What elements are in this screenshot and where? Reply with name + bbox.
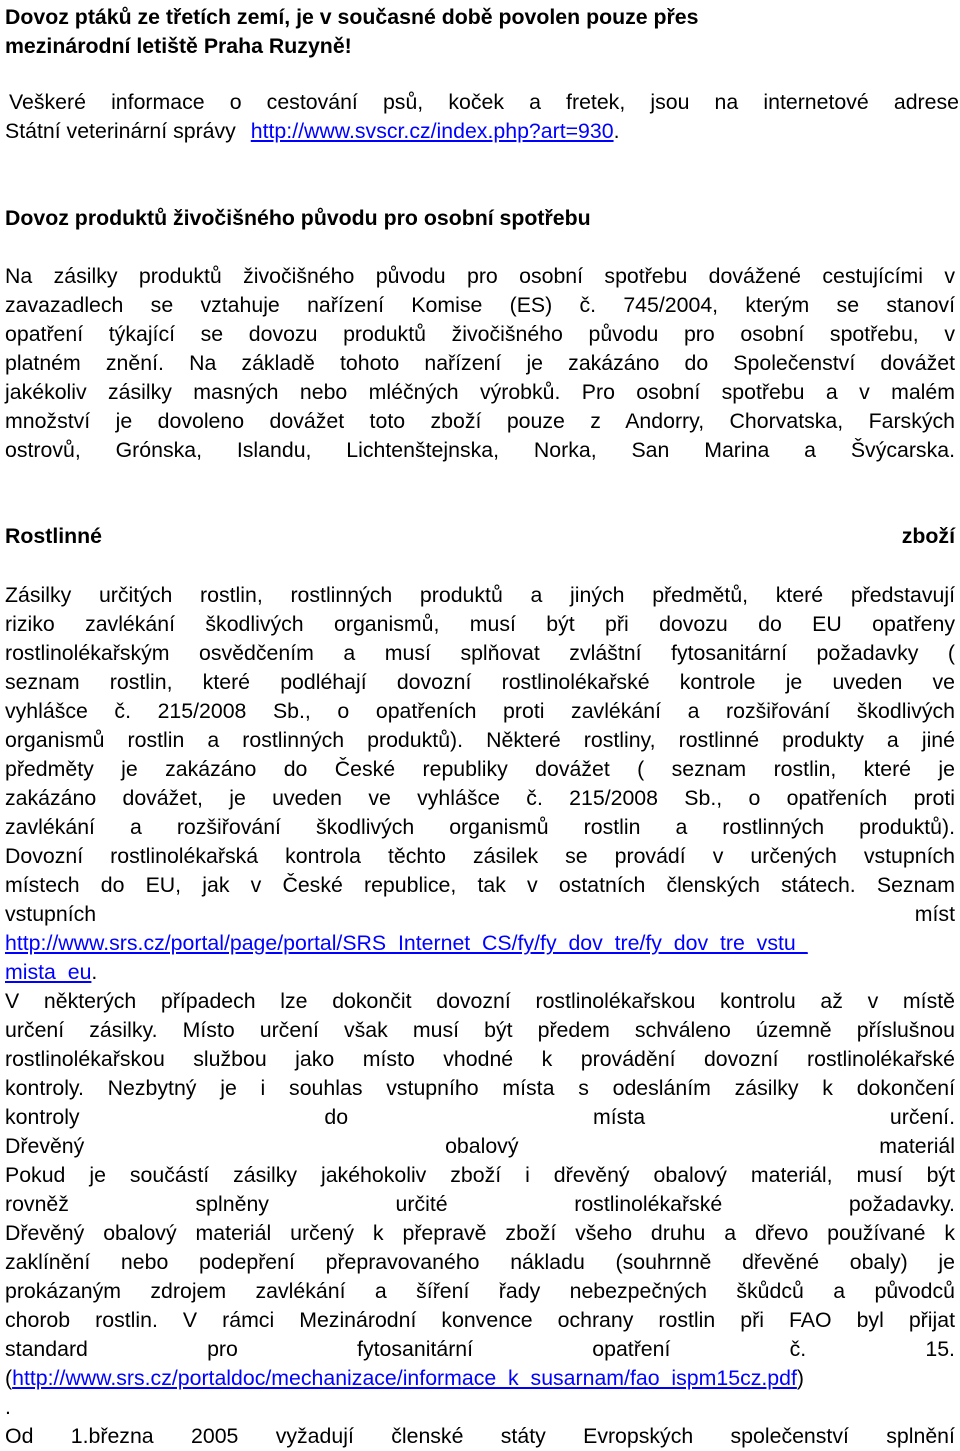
animal-heading <box>5 204 955 233</box>
standard-line <box>5 1335 955 1364</box>
last-line-word: Od <box>5 1424 34 1448</box>
standard-word: fytosanitární <box>357 1337 474 1361</box>
plants-heading-line <box>5 522 955 551</box>
plants-paragraph-line: zaklínění nebo podepření přepravovaného nákladu (souhrnně dřevěné obaly) je <box>5 1250 955 1274</box>
entry-points-right: míst <box>914 902 955 926</box>
plants-paragraph-line: riziko zavlékání škodlivých organismů, musí být při dovozu do EU opatřeny <box>5 612 955 636</box>
plants-paragraph-line: seznam rostlin, které podléhají dovozní rostlinolékařské kontrole je uveden ve <box>5 670 955 694</box>
rovnez-word: rostlinolékařské <box>574 1192 723 1216</box>
rovnez-word: určité <box>395 1192 448 1216</box>
animal-paragraph-line: Na zásilky produktů živočišného původu pro osobní spotřebu dovážené cestujícími v <box>5 264 955 288</box>
plants-heading <box>5 522 955 551</box>
last-line-word: státy <box>500 1424 546 1448</box>
animal-paragraph-line: opatření týkající se dovozu produktů živočišného původu pro osobní spotřebu, v <box>5 322 955 346</box>
entry-points-left: vstupních <box>5 902 97 926</box>
plants-paragraph-line: Pokud je součástí zásilky jakéhokoliv zboží i dřevěný obalový materiál, musí být <box>5 1163 955 1187</box>
wood-heading-word: obalový <box>445 1134 519 1158</box>
plants-paragraph-line: Dřevěný obalový materiál určený k přepravě zboží všeho druhu a dřevo používané k <box>5 1221 955 1245</box>
kontroly-word: do <box>324 1105 349 1129</box>
plants-paragraph-line: Zásilky určitých rostlin, rostlinných produktů a jiných předmětů, které představují <box>5 583 955 607</box>
last-line-word: 1.března <box>70 1424 154 1448</box>
plants-paragraph-line: V některých případech lze dokončit dovozní rostlinolékařskou kontrolu až v místě <box>5 989 955 1013</box>
intro-pets-text-2: Státní veterinární správy <box>5 119 242 143</box>
fao-close-paren: ) <box>796 1366 804 1390</box>
fao-open-paren: ( <box>5 1366 13 1390</box>
animal-paragraph-line: platném znění. Na základě tohoto nařízení je zakázáno do Společenství dovážet <box>5 351 955 375</box>
wood-heading-line <box>5 1132 955 1161</box>
last-line-word: společenství <box>730 1424 849 1448</box>
last-line-word: splnění <box>886 1424 955 1448</box>
wood-heading-word: materiál <box>879 1134 955 1158</box>
dot-line: . <box>5 1395 11 1419</box>
plants-heading-right: zboží <box>901 524 955 548</box>
animal-heading-text: Dovoz produktů živočišného původu pro osobní spotřebu <box>5 206 591 230</box>
plants-lines-2 <box>5 987 955 1103</box>
srs-entry-link-part-2[interactable]: mista_eu <box>5 960 92 984</box>
plants-paragraph <box>5 581 955 1451</box>
kontroly-word: kontroly <box>5 1105 80 1129</box>
intro-pets <box>5 88 959 146</box>
standard-word: pro <box>207 1337 238 1361</box>
standard-word: opatření <box>592 1337 671 1361</box>
rovnez-word: rovněž <box>5 1192 69 1216</box>
kontroly-word: místa <box>592 1105 646 1129</box>
plants-paragraph-line: zakázáno dovážet, je uveden ve vyhlášce č. 215/2008 Sb., o opatřeních proti <box>5 786 955 810</box>
standard-word: standard <box>5 1337 88 1361</box>
kontroly-line <box>5 1103 955 1132</box>
intro-birds-line-1: Dovoz ptáků ze třetích zemí, je v současné době povolen pouze přes <box>5 5 699 29</box>
kontroly-word: určení. <box>889 1105 955 1129</box>
intro-birds <box>5 3 955 61</box>
last-line-word: členské <box>391 1424 464 1448</box>
plants-paragraph-line: zavlékání a rozšiřování škodlivých organismů rostlin a rostlinných produktů). <box>5 815 955 839</box>
rovnez-line <box>5 1190 955 1219</box>
plants-paragraph-line: vyhlášce č. 215/2008 Sb., o opatřeních proti zavlékání a rozšiřování škodlivých <box>5 699 955 723</box>
last-line-word: vyžadují <box>275 1424 354 1448</box>
wood-heading-word: Dřevěný <box>5 1134 85 1158</box>
plants-paragraph-line: kontroly. Nezbytný je i souhlas vstupního místa s odesláním zásilky k dokončení <box>5 1076 955 1100</box>
plants-paragraph-line: rostlinolékařskou službou jako místo vhodné k provádění dovozní rostlinolékařské <box>5 1047 955 1071</box>
srs-link-line-1 <box>5 929 955 958</box>
plants-paragraph-line: Dovozní rostlinolékařská kontrola těchto zásilek se provádí v určených vstupních <box>5 844 955 868</box>
intro-pets-line-1 <box>5 88 959 117</box>
animal-paragraph-line: jakékoliv zásilky masných nebo mléčných výrobků. Pro osobní spotřebu a v malém <box>5 380 955 404</box>
srs-link-line-2 <box>5 958 955 987</box>
animal-paragraph-line: ostrovů, Grónska, Islandu, Lichtenštejnska, Norka, San Marina a Švýcarska. <box>5 438 955 462</box>
entry-points-line <box>5 900 955 929</box>
plants-lines-4 <box>5 1219 955 1335</box>
plants-paragraph-line: chorob rostlin. V rámci Mezinárodní konvence ochrany rostlin při FAO byl přijat <box>5 1308 955 1332</box>
svscr-link[interactable]: http://www.svscr.cz/index.php?art=930 <box>250 119 614 143</box>
srs-entry-link-part-1[interactable]: http://www.srs.cz/portal/page/portal/SRS_Internet_CS/fy/fy_dov_tre/fy_dov_tre_vstu_ <box>5 931 808 955</box>
intro-pets-period: . <box>613 119 620 143</box>
rovnez-word: splněny <box>195 1192 269 1216</box>
plants-paragraph-line: určení zásilky. Místo určení však musí být předem schváleno územně příslušnou <box>5 1018 955 1042</box>
last-line <box>5 1422 955 1451</box>
intro-pets-line-2 <box>5 117 955 146</box>
intro-birds-line-2: mezinárodní letiště Praha Ruzyně! <box>5 34 352 58</box>
plants-lines-3 <box>5 1161 955 1190</box>
plants-lines <box>5 581 955 900</box>
animal-paragraph <box>5 262 955 465</box>
fao-ispm15-link[interactable]: http://www.srs.cz/portaldoc/mechanizace/informace_k_susarnam/fao_ispm15cz.pdf <box>12 1366 797 1390</box>
plants-heading-left: Rostlinné <box>5 524 103 548</box>
fao-link-line <box>5 1364 955 1393</box>
last-line-word: 2005 <box>191 1424 239 1448</box>
plants-paragraph-line: organismů rostlin a rostlinných produktů). Některé rostliny, rostlinné produkty a jiné <box>5 728 955 752</box>
animal-paragraph-line: zavazadlech se vztahuje nařízení Komise (ES) č. 745/2004, kterým se stanoví <box>5 293 955 317</box>
rovnez-word: požadavky. <box>848 1192 955 1216</box>
plants-paragraph-line: prokázaným zdrojem zavlékání a šíření řady nebezpečných škůdců a původců <box>5 1279 955 1303</box>
animal-paragraph-line: množství je dovoleno dovážet toto zboží pouze z Andorry, Chorvatska, Farských <box>5 409 955 433</box>
plants-paragraph-line: předměty je zakázáno do České republiky dovážet ( seznam rostlin, které je <box>5 757 955 781</box>
standard-word: č. <box>789 1337 807 1361</box>
standard-word: 15. <box>925 1337 955 1361</box>
intro-pets-text: Veškeré informace o cestování psů, koček a fretek, jsou na internetové adrese <box>9 90 959 114</box>
last-line-word: Evropských <box>583 1424 694 1448</box>
plants-paragraph-line: místech do EU, jak v České republice, tak v ostatních členských státech. Seznam <box>5 873 955 897</box>
srs-link-period: . <box>91 960 98 984</box>
plants-paragraph-line: rostlinolékařským osvědčením a musí splňovat zvláštní fytosanitární požadavky ( <box>5 641 955 665</box>
